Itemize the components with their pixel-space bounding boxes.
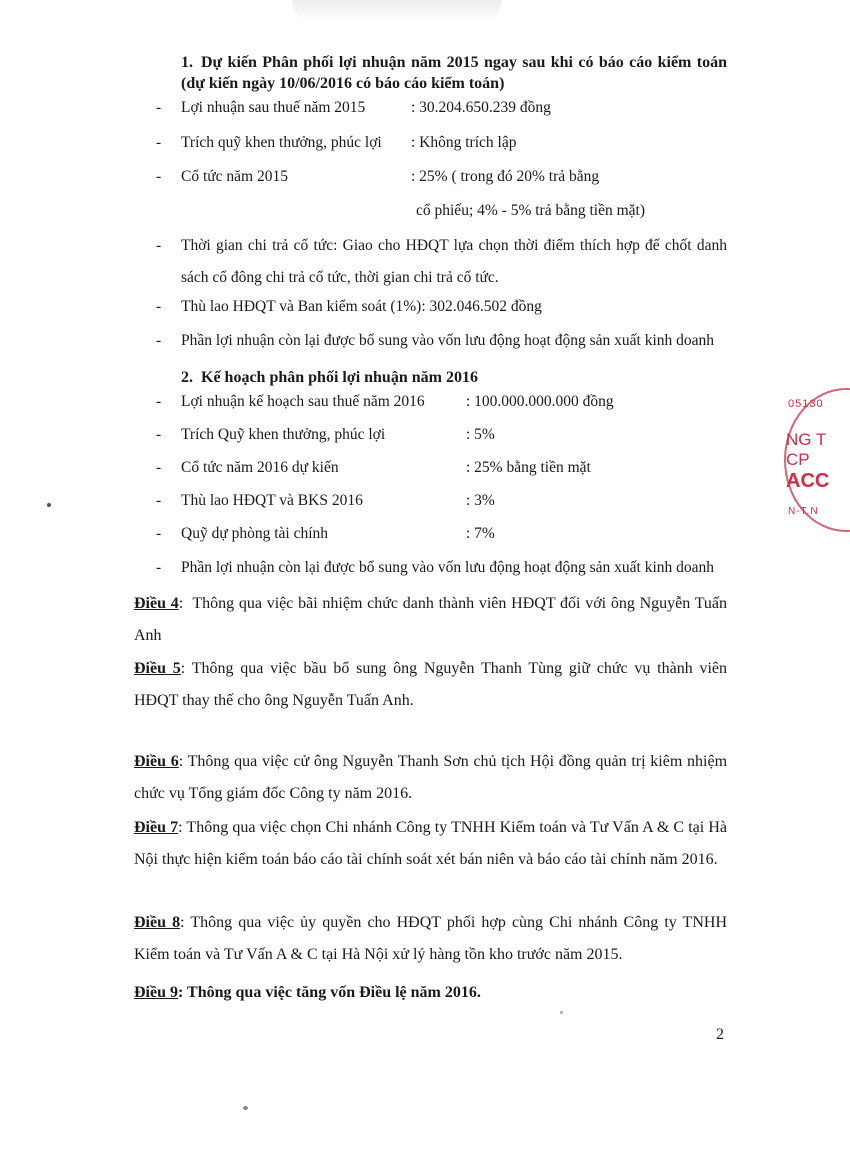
item-value: : 3% [466,492,495,509]
item-value-continued: cổ phiếu; 4% - 5% trả bằng tiền mặt) [416,202,645,219]
item-label: Trích quỹ khen thưởng, phúc lợi [181,134,382,151]
section-2-number: 2. [181,369,193,386]
bullet: - [156,237,162,254]
item-label: Cổ tức năm 2015 [181,168,288,185]
article-6 [134,746,727,810]
stamp-text-line: NG T [786,430,827,449]
bullet: - [156,525,162,542]
article-key: Điều 8 [134,914,181,931]
article-5 [134,653,727,717]
article-sep: : [178,753,184,770]
bullet: - [156,99,162,116]
scan-speck [560,1011,563,1014]
article-sep: : [178,595,184,612]
page-number: 2 [716,1026,724,1043]
bullet: - [156,134,162,151]
scan-speck [243,1106,248,1110]
article-sep: : [178,984,184,1001]
article-key: Điều 4 [134,595,179,612]
item-value: : Không trích lập [411,134,517,151]
section-1-heading: Dự kiến Phân phối lợi nhuận năm 2015 ngay sau khi có báo cáo kiểm toán (dự kiến ngày 10/06/2016 có báo cáo kiểm toán) [181,54,727,92]
scan-smudge [292,0,502,22]
item-value: : 7% [466,525,495,542]
stamp-text-line: ACC [786,470,830,492]
section-2-title [181,367,727,388]
bullet: - [156,559,162,576]
bullet: - [156,168,162,185]
company-seal-stamp [782,386,850,536]
item-label: Lợi nhuận kế hoạch sau thuế năm 2016 [181,393,425,410]
section-2-heading: Kế hoạch phân phối lợi nhuận năm 2016 [201,369,478,386]
article-8 [134,907,727,971]
article-text: Thông qua việc chọn Chi nhánh Công ty TNHH Kiểm toán và Tư Vấn A & C tại Hà Nội thực hiện kiểm toán báo cáo tài chính soát xét bán niên và báo cáo tài chính năm 2016. [134,819,727,868]
remaining-profit-note: Phần lợi nhuận còn lại được bổ sung vào vốn lưu động hoạt động sản xuất kinh doanh [181,559,715,576]
article-text: Thông qua việc ủy quyền cho HĐQT phối hợp cùng Chi nhánh Công ty TNHH Kiểm toán và Tư Vấn A & C tại Hà Nội xử lý hàng tồn kho trước năm 2015. [134,914,727,963]
section-1-title [181,52,727,94]
article-sep: : [178,819,183,836]
article-text: Thông qua việc tăng vốn Điều lệ năm 2016. [187,984,481,1001]
scan-speck [47,503,51,507]
dividend-payment-note: Thời gian chi trả cổ tức: Giao cho HĐQT lựa chọn thời điểm thích hợp để chốt danh sách cổ đông chi trả cổ tức, thời gian chi trả cổ tức. [181,237,727,286]
article-text: Thông qua việc bầu bổ sung ông Nguyễn Thanh Tùng giữ chức vụ thành viên HĐQT thay thế cho ông Nguyễn Tuấn Anh. [134,660,728,709]
stamp-code: 05130 [788,398,824,410]
remaining-profit-note: Phần lợi nhuận còn lại được bổ sung vào vốn lưu động hoạt động sản xuất kinh doanh [181,332,715,349]
stamp-text-line: CP [786,450,810,469]
article-sep: : [180,914,185,931]
article-7 [134,812,727,876]
item-label: Quỹ dự phòng tài chính [181,525,329,542]
article-text: Thông qua việc cử ông Nguyễn Thanh Sơn chủ tịch Hội đồng quản trị kiêm nhiệm chức vụ Tổng giám đốc Công ty năm 2016. [134,753,728,802]
item-label: Trích Quỹ khen thưởng, phúc lợi [181,426,386,443]
item-label: Cổ tức năm 2016 dự kiến [181,459,339,476]
remuneration-note: Thù lao HĐQT và Ban kiểm soát (1%): 302.046.502 đồng [181,298,542,315]
item-value: : 30.204.650.239 đồng [411,99,551,116]
article-4 [134,588,727,652]
bullet: - [156,298,162,315]
bullet: - [156,426,162,443]
stamp-text-line: N-T.N [788,506,819,517]
article-key: Điều 5 [134,660,181,677]
item-label: Thù lao HĐQT và BKS 2016 [181,492,363,509]
item-value: : 5% [466,426,495,443]
article-text: Thông qua việc bãi nhiệm chức danh thành viên HĐQT đối với ông Nguyễn Tuấn Anh [134,595,728,644]
article-key: Điều 6 [134,753,179,770]
article-key: Điều 9 [134,984,178,1001]
section-1-number: 1. [181,54,193,71]
bullet: - [156,459,162,476]
article-sep: : [180,660,186,677]
item-value: : 25% ( trong đó 20% trả bằng [411,168,600,185]
item-value: : 100.000.000.000 đồng [466,393,614,410]
article-key: Điều 7 [134,819,179,836]
bullet: - [156,492,162,509]
bullet: - [156,332,162,349]
item-label: Lợi nhuận sau thuế năm 2015 [181,99,366,116]
article-9 [134,977,727,1009]
bullet: - [156,393,162,410]
item-value: : 25% bằng tiền mặt [466,459,591,476]
